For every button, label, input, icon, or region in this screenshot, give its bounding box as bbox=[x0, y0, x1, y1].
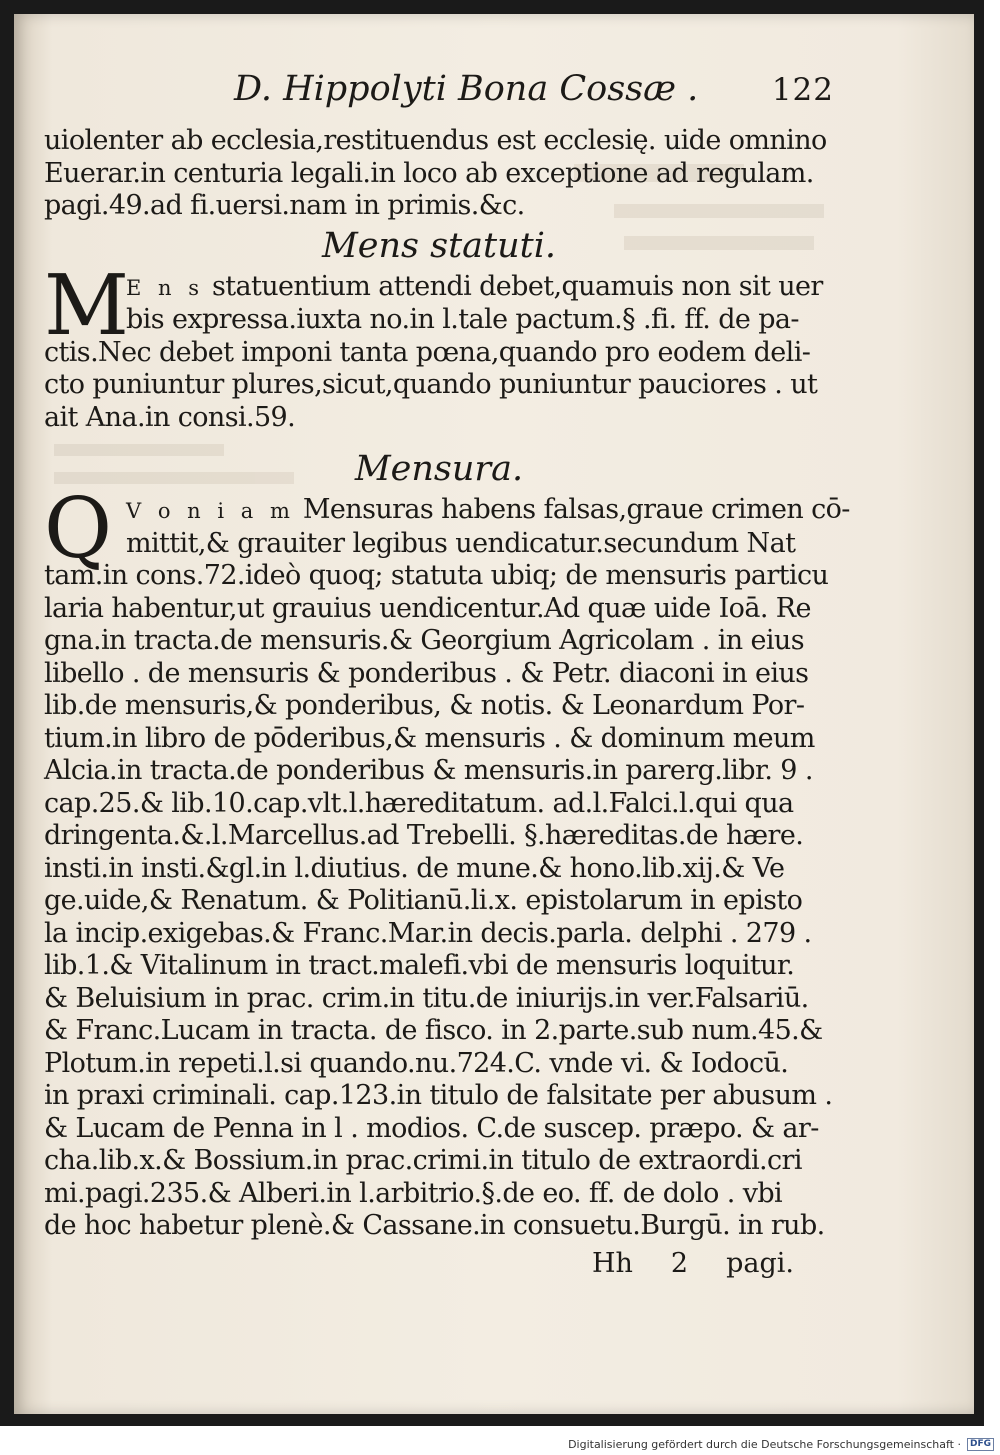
catchword: pagi. bbox=[726, 1247, 794, 1279]
text-line: gna.in tracta.de mensuris.& Georgium Agricolam . in eius bbox=[44, 625, 804, 656]
running-head-title: D. Hippolyti Bona Cossæ . bbox=[234, 69, 699, 109]
text-line: & Beluisium in prac. crim.in titu.de iniurijs.in ver.Falsariū. bbox=[44, 982, 809, 1014]
text-line: ait Ana.in consi.59. bbox=[44, 401, 296, 433]
funding-credit-text: Digitalisierung gefördert durch die Deutsche Forschungsgemeinschaft · bbox=[568, 1438, 961, 1451]
text-line: de hoc habetur plenè.& Cassane.in consuetu.Burgū. in rub. bbox=[44, 1210, 825, 1241]
text-line: lib.1.& Vitalinum in tract.malefi.vbi de mensuris loquitur. bbox=[44, 950, 795, 981]
text-line: cto puniuntur plures,sicut,quando puniuntur pauciores . ut bbox=[44, 369, 818, 400]
drop-cap-m: M bbox=[44, 256, 129, 354]
small-caps-lead: V o n i a m bbox=[126, 499, 295, 523]
text-line: pagi.49.ad fi.uersi.nam in primis.&c. bbox=[44, 190, 525, 221]
text-line: cap.25.& lib.10.cap.vlt.l.hæreditatum. ad.l.Falci.l.qui qua bbox=[44, 787, 794, 819]
signature-mark: Hh bbox=[591, 1247, 633, 1279]
text-line: bis expressa.iuxta no.in l.tale pactum.§ .fi. ff. de pa- bbox=[126, 304, 799, 335]
text-line: Euerar.in centuria legali.in loco ab exceptione ad regulam. bbox=[44, 157, 814, 189]
book-page bbox=[14, 14, 974, 1414]
text-line: tam.in cons.72.ideò quoq; statuta ubiq; de mensuris particu bbox=[44, 560, 829, 591]
paragraph-mensura bbox=[44, 480, 850, 1243]
text-line: laria habentur,ut grauius uendicentur.Ad quæ uide Ioā. Re bbox=[44, 592, 811, 624]
text-line: ge.uide,& Renatum. & Politianū.li.x. epistolarum in episto bbox=[44, 885, 803, 916]
text-line bbox=[44, 271, 834, 305]
text-line: & Lucam de Penna in l . modios. C.de suscep. præpo. & ar- bbox=[44, 1112, 819, 1144]
text-line: lib.de mensuris,& ponderibus, & notis. & Leonardum Por- bbox=[44, 690, 805, 721]
text-line: in praxi criminali. cap.123.in titulo de falsitate per abusum . bbox=[44, 1080, 833, 1111]
text-line: Plotum.in repeti.l.si quando.nu.724.C. vnde vi. & Iodocū. bbox=[44, 1047, 789, 1079]
signature-number: 2 bbox=[670, 1247, 689, 1279]
text-line: dringenta.&.l.Marcellus.ad Trebelli. §.hæreditas.de hære. bbox=[44, 820, 804, 851]
text-line: libello . de mensuris & ponderibus . & Petr. diaconi in eius bbox=[44, 657, 809, 689]
drop-cap-q: Q bbox=[44, 480, 113, 577]
folio-number: 122 bbox=[771, 72, 834, 108]
text-line: uiolenter ab ecclesia,restituendus est ecclesię. uide omnino bbox=[44, 125, 827, 156]
opening-paragraph bbox=[44, 125, 834, 223]
text-line: ctis.Nec debet imponi tanta pœna,quando pro eodem deli- bbox=[44, 336, 811, 368]
small-caps-lead: E n s bbox=[126, 275, 204, 300]
funding-credit bbox=[568, 1438, 994, 1451]
text-line: la incip.exigebas.& Franc.Mar.in decis.parla. delphi . 279 . bbox=[44, 917, 812, 949]
running-head bbox=[234, 69, 834, 125]
text-line: mi.pagi.235.& Alberi.in l.arbitrio.§.de eo. ff. de dolo . vbi bbox=[44, 1177, 783, 1209]
text-line: cha.lib.x.& Bossium.in prac.crimi.in titulo de extraordi.cri bbox=[44, 1145, 802, 1176]
paragraph-mens-statuti bbox=[44, 256, 834, 435]
text-line: & Franc.Lucam in tracta. de fisco. in 2.parte.sub num.45.& bbox=[44, 1015, 823, 1046]
section-heading-mensura: Mensura. bbox=[354, 449, 524, 489]
text-line-rest: statuentium attendi debet,quamuis non sit uer bbox=[211, 270, 823, 302]
section-heading-mens-statuti: Mens statuti. bbox=[321, 225, 557, 266]
catchword-line bbox=[44, 1247, 834, 1281]
text-line-rest: Mensuras habens falsas,graue crimen cō- bbox=[302, 494, 850, 525]
text-line: Alcia.in tracta.de ponderibus & mensuris.in parerg.libr. 9 . bbox=[44, 755, 813, 786]
dfg-logo[interactable]: DFG bbox=[967, 1438, 994, 1451]
text-line: insti.in insti.&gl.in l.diutius. de mune.& hono.lib.xij.& Ve bbox=[44, 852, 785, 884]
text-line: tium.in libro de pōderibus,& mensuris . & dominum meum bbox=[44, 722, 815, 754]
text-line: mittit,& grauiter legibus uendicatur.secundum Nat bbox=[126, 527, 796, 559]
text-line bbox=[44, 494, 850, 528]
text-block bbox=[44, 69, 850, 1281]
